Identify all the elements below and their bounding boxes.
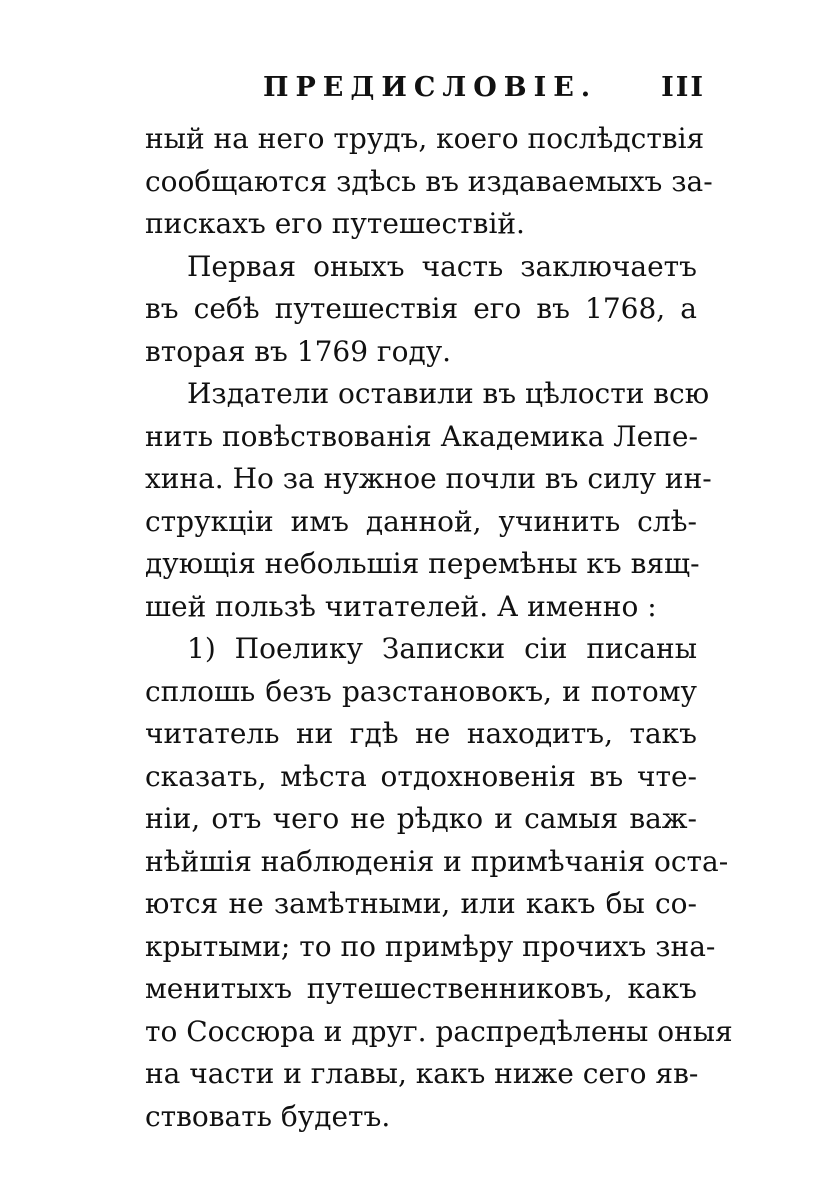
text-line: сказать, мѣста отдохновенія въ чте- (145, 759, 697, 793)
text-line: то Соссюра и друг. распредѣлены оныя (145, 1014, 733, 1048)
text-line: пискахъ его путешествій. (145, 207, 525, 240)
text-line: въ себѣ путешествія его въ 1768, а (145, 292, 697, 325)
text-line: ются не замѣтными, или какъ бы со- (145, 887, 697, 920)
text-line: ный на него трудъ, коего послѣдствія (145, 122, 705, 155)
text-line: нѣйшія наблюденія и примѣчанія оста- (145, 844, 729, 878)
running-head (145, 72, 705, 112)
text-line: ніи, отъ чего не рѣдко и самыя важ- (145, 802, 697, 835)
paragraph-start-line: 1) Поелику Записки сіи писаны (187, 632, 697, 665)
text-line: сообщаются здѣсь въ издаваемыхъ за- (145, 164, 713, 198)
text-line: нить повѣствованія Академика Лепе- (145, 419, 698, 453)
body-text (145, 118, 733, 1138)
text-line: хина. Но за нужное почли въ силу ин- (145, 462, 712, 495)
text-line: менитыхъ путешественниковъ, какъ (145, 972, 697, 1005)
text-line: читатель ни гдѣ не находитъ, такъ (145, 717, 697, 750)
paragraph-start-line: Первая оныхъ часть заключаетъ (187, 249, 697, 283)
text-line: вторая въ 1769 году. (145, 334, 452, 368)
page-number: III (661, 72, 705, 103)
text-line: ствовать будетъ. (145, 1099, 391, 1133)
text-line: крытыми; то по примѣру прочихъ зна- (145, 929, 716, 963)
paragraph-start-line: Издатели оставили въ цѣлости всю (187, 377, 710, 410)
text-line: струкціи имъ данной, учинить слѣ- (145, 504, 697, 538)
text-line: на части и главы, какъ ниже сего яв- (145, 1057, 699, 1090)
running-title: ПРЕДИСЛОВІЕ. (263, 72, 598, 103)
text-line: дующія небольшія перемѣны къ вящ- (145, 547, 700, 580)
text-line: шей пользѣ читателей. А именно : (145, 589, 657, 623)
text-line: сплошь безъ разстановокъ, и потому (145, 674, 697, 708)
